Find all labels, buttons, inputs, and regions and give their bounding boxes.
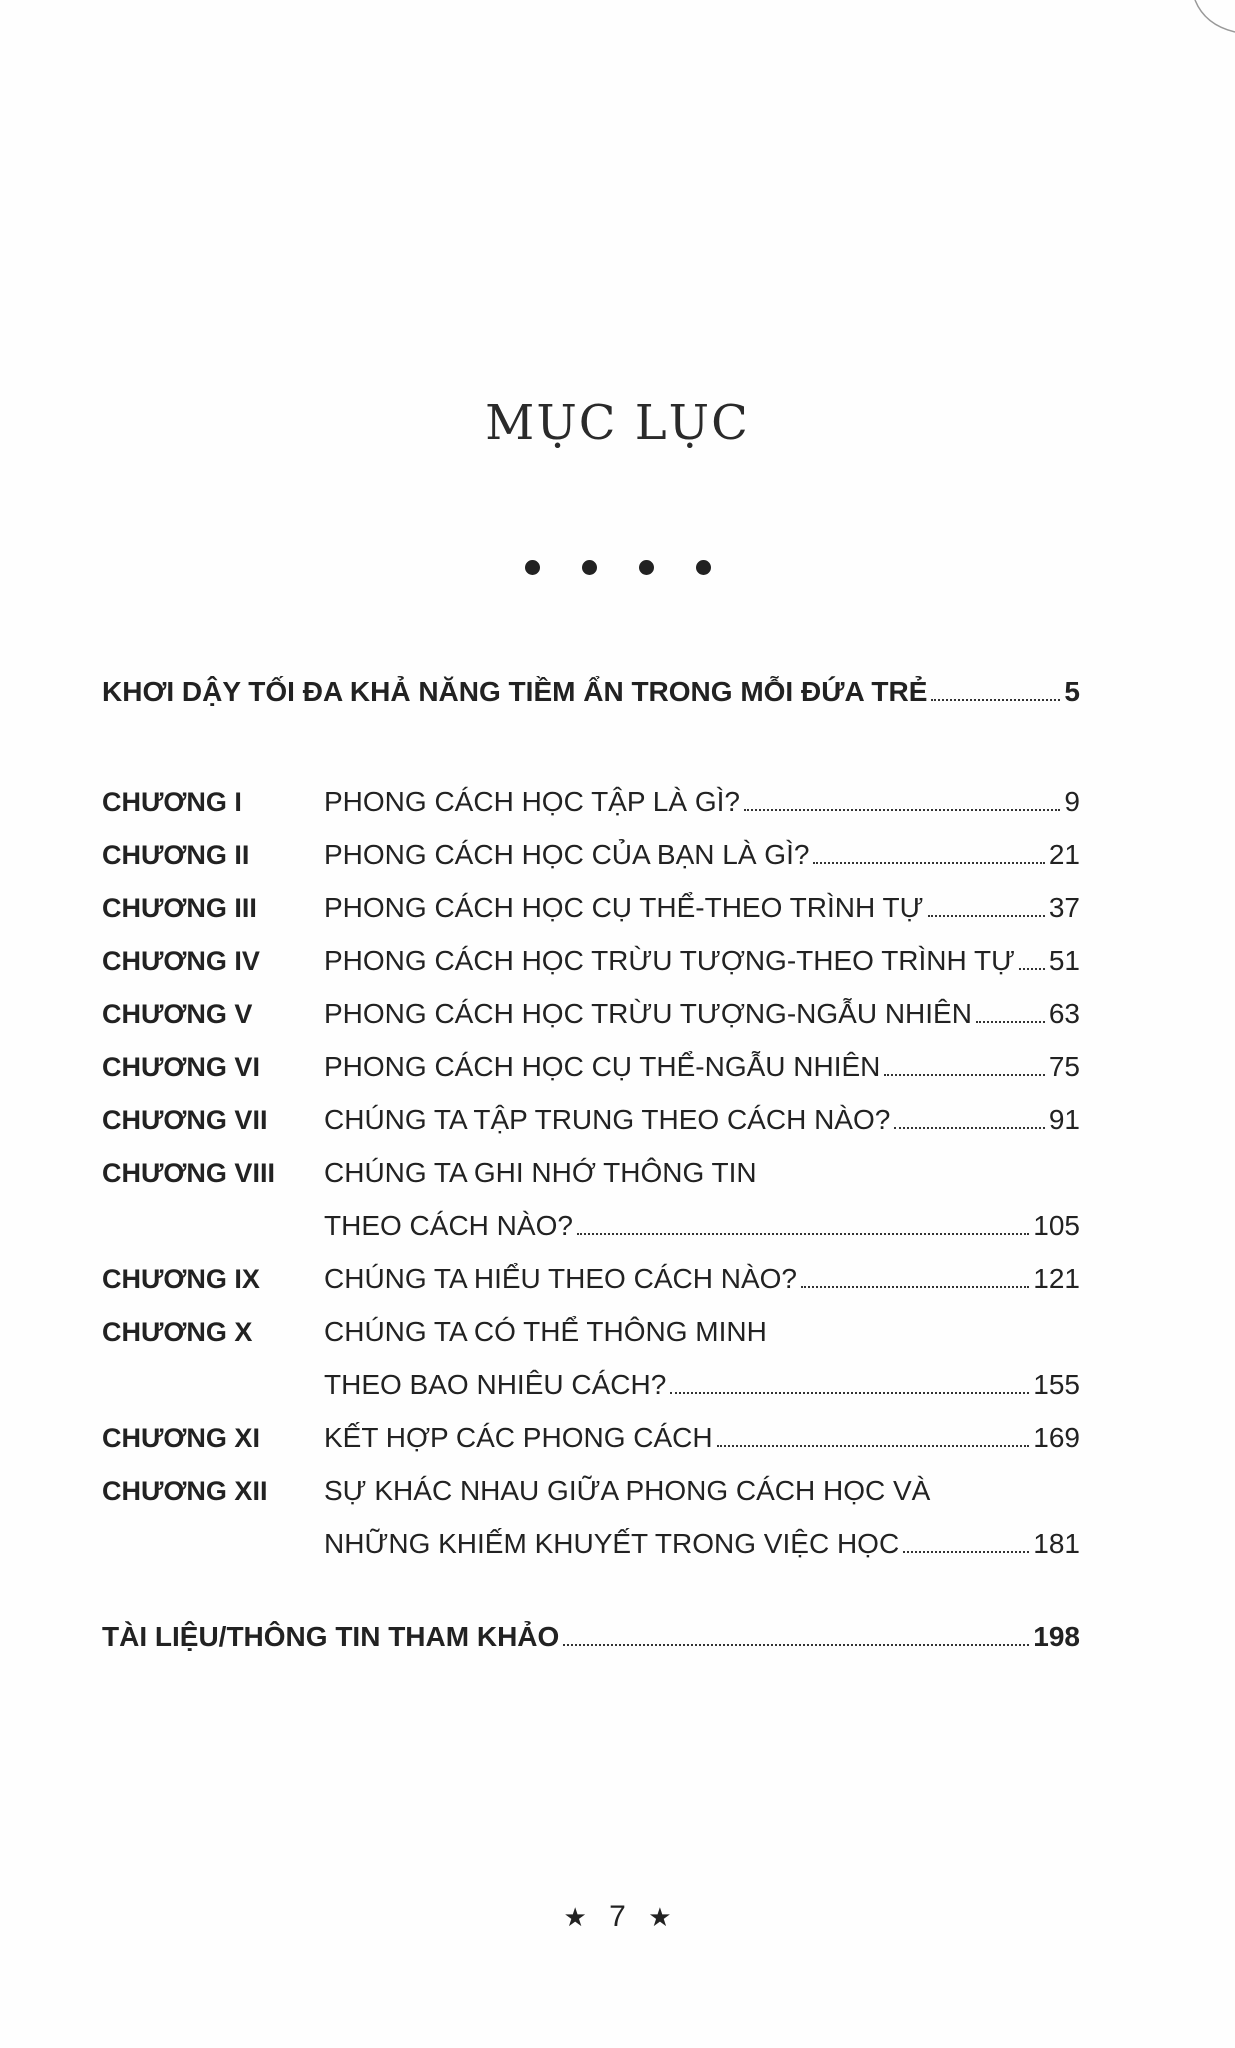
chapter-label: CHƯƠNG XI — [102, 1423, 260, 1453]
entry-title: PHONG CÁCH HỌC CỦA BẠN LÀ GÌ? — [324, 839, 810, 870]
page-number: 169 — [1033, 1422, 1080, 1453]
entry-title: CHÚNG TA CÓ THỂ THÔNG MINH — [324, 1316, 767, 1347]
toc-entry-chapter[interactable] — [102, 1156, 1080, 1190]
entry-title: NHỮNG KHIẾM KHUYẾT TRONG VIỆC HỌC — [324, 1528, 900, 1559]
entry-title: KẾT HỢP CÁC PHONG CÁCH — [324, 1422, 713, 1453]
bullet-dot — [696, 560, 711, 575]
page-corner-curl — [1175, 0, 1235, 40]
chapter-label: CHƯƠNG II — [102, 840, 250, 870]
toc-entry-chapter[interactable] — [102, 1209, 1080, 1243]
dot-leader — [903, 1551, 1029, 1553]
entry-title: THEO BAO NHIÊU CÁCH? — [324, 1369, 667, 1400]
page-number: 51 — [1048, 945, 1080, 976]
entry-title: CHÚNG TA GHI NHỚ THÔNG TIN — [324, 1157, 757, 1188]
chapter-label: CHƯƠNG VIII — [102, 1158, 275, 1188]
page-number: 9 — [1064, 786, 1080, 817]
star-icon: ★ — [648, 1902, 672, 1932]
dot-leader — [577, 1233, 1029, 1235]
page-number: 7 — [609, 1900, 626, 1933]
chapter-label: CHƯƠNG VI — [102, 1052, 260, 1082]
chapter-label: CHƯƠNG V — [102, 999, 253, 1029]
page-footer — [0, 1900, 1235, 1934]
dot-leader — [884, 1074, 1044, 1076]
chapter-label: CHƯƠNG III — [102, 893, 257, 923]
entry-title: PHONG CÁCH HỌC TẬP LÀ GÌ? — [324, 786, 740, 817]
toc-entry-intro[interactable] — [102, 675, 1080, 709]
toc-entry-chapter[interactable] — [102, 1368, 1080, 1402]
page-number: 155 — [1033, 1369, 1080, 1400]
page-number: 21 — [1048, 839, 1080, 870]
dot-leader — [813, 862, 1044, 864]
dot-leader — [563, 1644, 1029, 1646]
entry-title: PHONG CÁCH HỌC CỤ THỂ-THEO TRÌNH TỰ — [324, 892, 924, 923]
bullet-dot — [582, 560, 597, 575]
page-number: 105 — [1033, 1210, 1080, 1241]
entry-title: CHÚNG TA TẬP TRUNG THEO CÁCH NÀO? — [324, 1104, 891, 1135]
page-number: 198 — [1033, 1621, 1080, 1652]
toc-entry-chapter[interactable] — [102, 785, 1080, 819]
toc-entry-chapter[interactable] — [102, 1262, 1080, 1296]
bullet-dot — [525, 560, 540, 575]
dot-leader — [976, 1021, 1045, 1023]
entry-title: SỰ KHÁC NHAU GIỮA PHONG CÁCH HỌC VÀ — [324, 1475, 931, 1506]
toc-entry-chapter[interactable] — [102, 1421, 1080, 1455]
dot-leader — [1019, 968, 1045, 970]
chapter-label: CHƯƠNG XII — [102, 1476, 268, 1506]
dot-leader — [717, 1445, 1030, 1447]
page-number: 91 — [1048, 1104, 1080, 1135]
dot-leader — [894, 1127, 1045, 1129]
dot-leader — [744, 809, 1060, 811]
page-number: 75 — [1048, 1051, 1080, 1082]
chapter-label: CHƯƠNG IX — [102, 1264, 260, 1294]
toc-entry-chapter[interactable] — [102, 1527, 1080, 1561]
toc-entry-chapter[interactable] — [102, 1474, 1080, 1508]
entry-title: THEO CÁCH NÀO? — [324, 1210, 573, 1241]
dot-leader — [801, 1286, 1029, 1288]
star-icon: ★ — [563, 1902, 587, 1932]
page-number: 181 — [1033, 1528, 1080, 1559]
entry-title: PHONG CÁCH HỌC TRỪU TƯỢNG-THEO TRÌNH TỰ — [324, 945, 1016, 976]
entry-title: KHƠI DẬY TỐI ĐA KHẢ NĂNG TIỀM ẨN TRONG MỖI ĐỨA TRẺ — [102, 676, 928, 707]
chapter-label: CHƯƠNG X — [102, 1317, 253, 1347]
dot-leader — [928, 915, 1045, 917]
toc-entry-chapter[interactable] — [102, 838, 1080, 872]
entry-title: PHONG CÁCH HỌC CỤ THỂ-NGẪU NHIÊN — [324, 1051, 881, 1082]
toc-entry-chapter[interactable] — [102, 1103, 1080, 1137]
title-bullets — [0, 560, 1235, 575]
toc-entry-references[interactable] — [102, 1620, 1080, 1654]
chapter-label: CHƯƠNG VII — [102, 1105, 268, 1135]
page-number: 37 — [1048, 892, 1080, 923]
page-title: MỤC LỤC — [485, 395, 750, 451]
page-number: 63 — [1048, 998, 1080, 1029]
toc-entry-chapter[interactable] — [102, 1315, 1080, 1349]
toc-entry-chapter[interactable] — [102, 944, 1080, 978]
bullet-dot — [639, 560, 654, 575]
toc-entry-chapter[interactable] — [102, 1050, 1080, 1084]
entry-title: CHÚNG TA HIỂU THEO CÁCH NÀO? — [324, 1263, 797, 1294]
page-number: 5 — [1064, 676, 1080, 707]
dot-leader — [670, 1392, 1029, 1394]
page-number: 121 — [1033, 1263, 1080, 1294]
entry-title: TÀI LIỆU/THÔNG TIN THAM KHẢO — [102, 1621, 560, 1652]
dot-leader — [931, 699, 1060, 701]
chapter-label: CHƯƠNG IV — [102, 946, 260, 976]
toc-entry-chapter[interactable] — [102, 997, 1080, 1031]
entry-title: PHONG CÁCH HỌC TRỪU TƯỢNG-NGẪU NHIÊN — [324, 998, 972, 1029]
chapter-label: CHƯƠNG I — [102, 787, 242, 817]
toc-entry-chapter[interactable] — [102, 891, 1080, 925]
